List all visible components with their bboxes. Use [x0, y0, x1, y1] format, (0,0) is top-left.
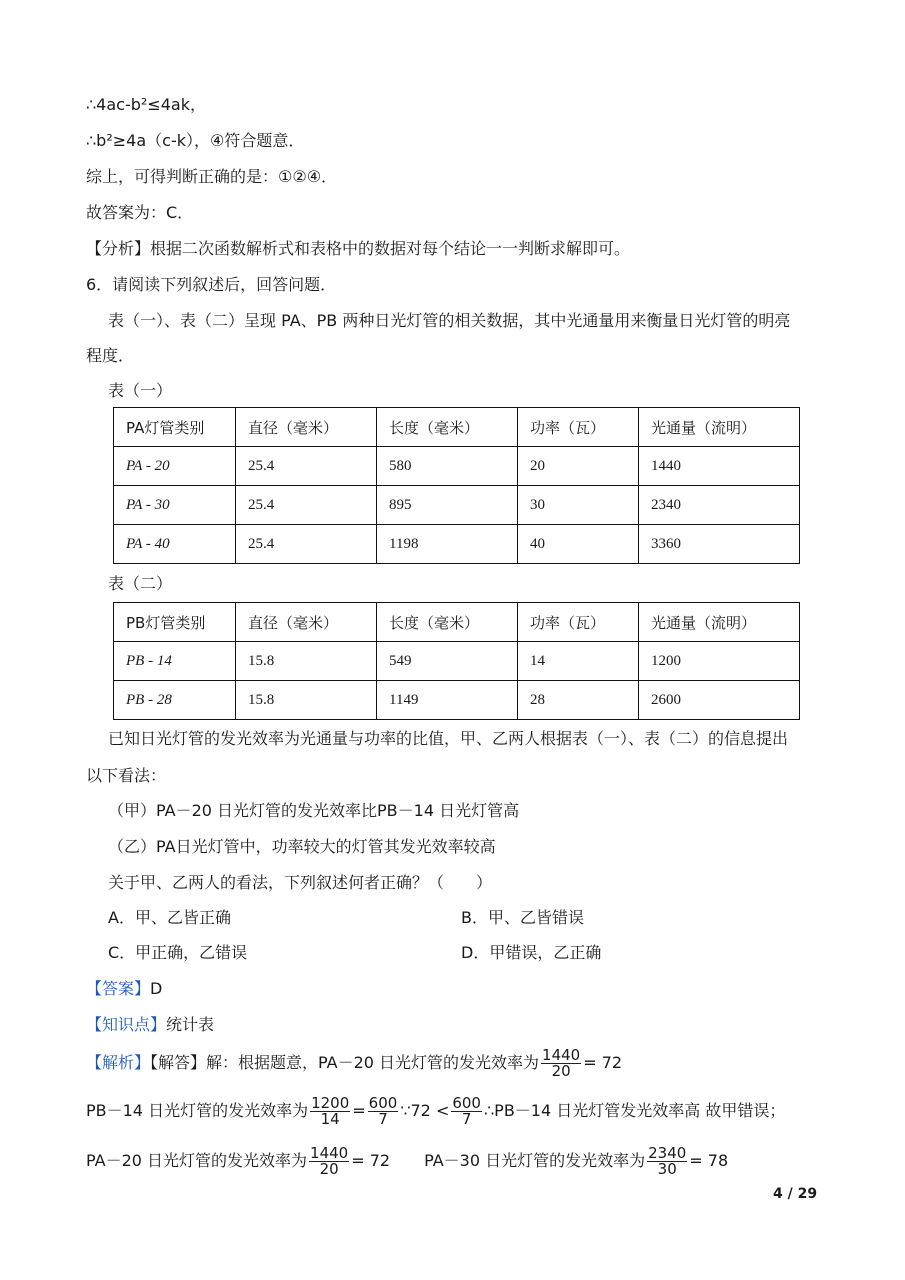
denominator: 20: [551, 1062, 571, 1080]
analysis-line-1: [86, 1048, 622, 1079]
cell: 3360: [639, 525, 800, 564]
cell: PA - 40: [114, 525, 236, 564]
comparison: ∵72 <: [400, 1101, 450, 1120]
analysis-summary: 【分析】根据二次函数解析式和表格中的数据对每个结论一一判断求解即可。: [86, 239, 631, 258]
denominator: 30: [657, 1160, 677, 1178]
numerator: 2340: [648, 1144, 687, 1162]
text-line: 以下看法：: [86, 766, 167, 785]
analysis-text: PB－14 日光灯管的发光效率为: [86, 1101, 309, 1120]
result: = 72: [583, 1053, 623, 1072]
table-row: [114, 681, 800, 720]
answer-line: [86, 978, 162, 1000]
cell: PB - 14: [114, 642, 236, 681]
cell: 25.4: [236, 486, 377, 525]
table-header-row: [114, 408, 800, 447]
header-cell: 长度（毫米）: [377, 408, 518, 447]
cell: 580: [377, 447, 518, 486]
table-row: [114, 525, 800, 564]
statement-yi: （乙）PA日光灯管中，功率较大的灯管其发光效率较高: [108, 837, 496, 856]
fraction: [309, 1146, 349, 1177]
option-a: A．甲、乙皆正确: [108, 908, 231, 927]
cell: 2600: [639, 681, 800, 720]
result: = 72: [351, 1151, 391, 1170]
cell: 28: [518, 681, 639, 720]
text-line: ∴4ac-b²≤4ak，: [86, 95, 206, 114]
table-pb: [113, 602, 800, 720]
header-cell: 功率（瓦）: [518, 603, 639, 642]
header-cell: 光通量（流明）: [639, 408, 800, 447]
conclusion: ∴PB－14 日光灯管发光效率高 故甲错误；: [483, 1101, 786, 1120]
fraction: [310, 1096, 350, 1127]
cell: 2340: [639, 486, 800, 525]
answer-value: D: [150, 979, 163, 998]
denominator: 20: [319, 1160, 339, 1178]
cell: PB - 28: [114, 681, 236, 720]
question-intro-cont: 程度．: [86, 346, 135, 365]
denominator: 7: [461, 1110, 472, 1128]
analysis-text: 【解答】解：根据题意，PA－20 日光灯管的发光效率为: [150, 1053, 540, 1072]
knowledge-value: 统计表: [166, 1015, 215, 1034]
knowledge-tag: 【知识点】: [86, 1015, 167, 1034]
cell: 25.4: [236, 525, 377, 564]
header-cell: 功率（瓦）: [518, 408, 639, 447]
text-line: ∴b²≥4a（c-k），④符合题意．: [86, 131, 305, 150]
cell: PA - 30: [114, 486, 236, 525]
cell: PA - 20: [114, 447, 236, 486]
text-line: 已知日光灯管的发光效率为光通量与功率的比值，甲、乙两人根据表（一）、表（二）的信息提出: [108, 729, 789, 748]
question-intro: 表（一）、表（二）呈现 PA、PB 两种日光灯管的相关数据，其中光通量用来衡量日光灯管的明亮: [108, 311, 791, 330]
numerator: 1440: [310, 1144, 349, 1162]
cell: 1149: [377, 681, 518, 720]
numerator: 600: [452, 1094, 481, 1112]
equals-sign: =: [352, 1101, 366, 1120]
analysis-tag: 【解析】: [86, 1053, 151, 1072]
fraction: [451, 1096, 482, 1127]
statement-jia: （甲）PA－20 日光灯管的发光效率比PB－14 日光灯管高: [108, 801, 520, 820]
fraction: [541, 1048, 581, 1079]
cell: 20: [518, 447, 639, 486]
option-d: D．甲错误，乙正确: [461, 943, 602, 962]
table1-caption: 表（一）: [108, 381, 173, 400]
header-cell: 直径（毫米）: [236, 408, 377, 447]
fraction: [368, 1096, 399, 1127]
header-cell: 直径（毫米）: [236, 603, 377, 642]
cell: 895: [377, 486, 518, 525]
knowledge-line: [86, 1014, 214, 1036]
text-line: 综上，可得判断正确的是：①②④．: [86, 167, 338, 186]
cell: 1198: [377, 525, 518, 564]
cell: 14: [518, 642, 639, 681]
cell: 30: [518, 486, 639, 525]
numerator: 1440: [542, 1046, 581, 1064]
cell: 549: [377, 642, 518, 681]
header-cell: 长度（毫米）: [377, 603, 518, 642]
analysis-line-2: [86, 1096, 785, 1127]
cell: 15.8: [236, 642, 377, 681]
question-prompt: 关于甲、乙两人的看法，下列叙述何者正确？（ ）: [108, 873, 493, 892]
option-b: B．甲、乙皆错误: [461, 908, 584, 927]
cell: 1200: [639, 642, 800, 681]
question-title: 6．请阅读下列叙述后，回答问题．: [86, 275, 337, 294]
numerator: 600: [368, 1094, 398, 1112]
denominator: 14: [320, 1110, 340, 1128]
analysis-line-3: [86, 1146, 728, 1177]
table2-caption: 表（二）: [108, 574, 173, 593]
answer-tag: 【答案】: [86, 979, 151, 998]
cell: 25.4: [236, 447, 377, 486]
table-row: [114, 486, 800, 525]
cell: 15.8: [236, 681, 377, 720]
header-cell: 光通量（流明）: [639, 603, 800, 642]
denominator: 7: [378, 1110, 388, 1128]
header-cell: PA灯管类别: [114, 408, 236, 447]
fraction: [647, 1146, 687, 1177]
numerator: 1200: [311, 1094, 350, 1112]
table-row: [114, 642, 800, 681]
analysis-text: PA－30 日光灯管的发光效率为: [424, 1151, 646, 1170]
analysis-text: PA－20 日光灯管的发光效率为: [86, 1151, 308, 1170]
table-header-row: [114, 603, 800, 642]
option-c: C．甲正确，乙错误: [108, 943, 248, 962]
page-number: 4 / 29: [773, 1186, 818, 1202]
cell: 1440: [639, 447, 800, 486]
table-row: [114, 447, 800, 486]
table-pa: [113, 407, 800, 564]
header-cell: PB灯管类别: [114, 603, 236, 642]
cell: 40: [518, 525, 639, 564]
text-line: 故答案为：C．: [86, 203, 194, 222]
result: = 78: [689, 1151, 729, 1170]
